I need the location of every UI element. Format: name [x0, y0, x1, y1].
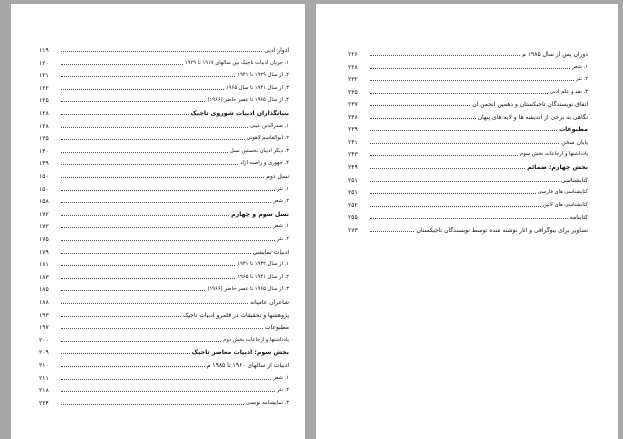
toc-page-number: ۲۳۸ [348, 113, 358, 121]
toc-entry-title: مطبوعات [558, 126, 588, 134]
toc-leader-dots [370, 154, 518, 156]
right-page [316, 4, 618, 439]
toc-page-number: ۱۸۱ [39, 261, 49, 269]
toc-page-number: ۱۱۹ [39, 47, 49, 54]
toc-leader-dots [370, 205, 541, 207]
toc-leader-dots [61, 239, 275, 241]
toc-entry-title: نسل دوم [266, 173, 289, 180]
toc-entry-title: ۲. نثر [576, 76, 588, 83]
toc-entry-title: کتابنامه [569, 214, 588, 222]
toc-leader-dots [61, 327, 263, 329]
toc-page-number: ۱۹۷ [39, 324, 49, 332]
toc-leader-dots [61, 252, 251, 254]
toc-entry [348, 148, 588, 158]
left-toc [11, 4, 305, 439]
toc-entry [39, 69, 289, 79]
toc-entry [39, 82, 289, 92]
toc-entry-title: ۳. نمایشنامه نویسی [245, 399, 289, 406]
toc-entry-title: ۴. جهوری و راضیه آزاد [240, 160, 289, 167]
toc-page-number: ۲۳۹ [348, 126, 358, 134]
toc-leader-dots [61, 226, 271, 228]
toc-page-number: ۱۵۰ [39, 173, 49, 180]
toc-leader-dots [61, 100, 205, 102]
toc-entry-title: ۲. از سال ۱۹۲۹ تا ۱۹۴۱ [237, 72, 289, 79]
toc-entry-title: یادداشتها و ارجاعات بخش دوم [223, 336, 289, 343]
toc-page-number: ۱۲۸ [39, 122, 49, 130]
toc-entry-title: ۲. ابوالقاسم لاهوتی [246, 135, 289, 142]
toc-page-number: ۲۱۰ [39, 362, 49, 369]
toc-page-number: ۱۹۳ [39, 311, 49, 319]
toc-entry [39, 183, 289, 193]
toc-leader-dots [61, 63, 183, 65]
toc-page-number: ۱۷۹ [39, 248, 49, 256]
toc-entry-title: ۲. نثر [277, 387, 289, 394]
toc-leader-dots [370, 230, 414, 232]
toc-entry [348, 174, 588, 184]
toc-entry-title: تصاویر برای بیوگرافی و آثار نوشته شده توسط نویسندگان تاجیکستان [416, 226, 588, 234]
toc-entry [348, 161, 588, 171]
toc-entry [39, 57, 289, 67]
toc-leader-dots [370, 79, 574, 81]
toc-entry-title: اتفاق نویسندگان تاجیکستان و دهمین انجمن آن [472, 101, 588, 109]
toc-entry [348, 86, 588, 96]
toc-page-number: ۱۸۸ [39, 299, 49, 306]
toc-entry-title: ۲. شعر [273, 198, 289, 205]
toc-entry [39, 334, 289, 344]
toc-entry [348, 73, 588, 83]
toc-page-number: ۱۴۰ [39, 147, 49, 155]
toc-leader-dots [61, 138, 245, 140]
toc-leader-dots [370, 180, 559, 182]
toc-leader-dots [61, 201, 271, 203]
toc-entry-title: مطبوعات [264, 324, 289, 332]
toc-entry-title: ۱. شعر [572, 63, 588, 70]
toc-entry-title: یادداشتها و ارجاعات بخش سوم [519, 151, 588, 158]
toc-entry-title: ۲. از سال ۱۹۴۱ تا ۱۹۶۵ [237, 273, 289, 280]
toc-entry-title: ۳. از سال ۱۹۶۵ تا عصر حاضر (۱۹۶۶) [207, 286, 289, 293]
toc-leader-dots [61, 403, 244, 405]
toc-entry [39, 107, 289, 117]
toc-entry-title: بخش چهارم: ضمائم [527, 163, 588, 171]
toc-entry-title: کتابشناسی [560, 176, 588, 184]
toc-entry [39, 397, 289, 407]
toc-leader-dots [61, 352, 190, 354]
toc-page-number: ۱۷۲ [39, 210, 49, 218]
toc-entry-title: کتابشناسی های فارسی [537, 189, 588, 196]
toc-page-number: ۲۰۰ [39, 336, 49, 344]
toc-entry [39, 296, 289, 306]
toc-leader-dots [61, 264, 235, 266]
toc-leader-dots [61, 302, 248, 304]
toc-entry-title: ۱. صدرالدین عینی [249, 122, 289, 129]
toc-page-number: ۱۲۸ [39, 110, 49, 117]
toc-leader-dots [61, 365, 205, 367]
toc-entry-title: دوران پس از سال ۱۹۸۵ م [522, 51, 588, 58]
toc-entry [39, 120, 289, 130]
toc-entry-title: ۴. از سال ۱۹۶۵ تا عصر حاضر (۱۹۶۶) [207, 97, 289, 104]
toc-entry [348, 123, 588, 133]
toc-page-number: ۲۵۱ [348, 189, 358, 197]
toc-page-number: ۲۳۵ [348, 88, 358, 96]
toc-entry-title: کتابشناسی های لاتین [542, 201, 588, 208]
toc-entry [348, 186, 588, 196]
toc-page-number: ۱۷۵ [39, 236, 49, 243]
toc-entry-title: ۳. از سال ۱۹۴۱ تا سال ۱۹۶۵ [225, 84, 289, 91]
toc-page-number: ۱۲۱ [39, 72, 49, 80]
toc-page-number: ۲۲۴ [39, 399, 49, 407]
toc-page-number: ۲۰۹ [39, 349, 49, 357]
toc-entry-title: بخش سوم: ادبیات معاصر تاجیک [191, 349, 289, 357]
toc-page-number: ۲۴۹ [348, 163, 358, 171]
toc-leader-dots [370, 117, 476, 119]
toc-entry [39, 233, 289, 243]
toc-page-number: ۲۳۲ [348, 76, 358, 84]
toc-entry [39, 195, 289, 205]
toc-entry [39, 372, 289, 382]
toc-entry-title: شاعران عامیانه [250, 299, 289, 306]
toc-leader-dots [370, 217, 568, 219]
toc-entry [39, 246, 289, 256]
toc-page-number: ۲۵۵ [348, 214, 358, 222]
toc-page-number: ۲۲۸ [348, 63, 358, 71]
toc-entry-title: پایان سخن [561, 138, 588, 146]
toc-page-number: ۲۵۱ [348, 176, 358, 184]
toc-leader-dots [370, 92, 548, 94]
toc-page-number: ۲۴۳ [348, 151, 358, 159]
toc-entry-title: ۱. جریان ادبیات تاجیک بین سالهای ۱۹۱۷ تا ۱۹۲۹ [184, 59, 289, 66]
toc-entry-title: ۱. نثر [277, 185, 289, 192]
toc-entry-title: بنیانگذاران ادبیات شوروی تاجیک [190, 110, 289, 117]
toc-entry [39, 220, 289, 230]
toc-leader-dots [61, 289, 205, 291]
toc-entry [39, 132, 289, 142]
toc-leader-dots [61, 315, 181, 317]
toc-entry-title: ادبیات از سالهای ۱۹۶۰ تا ۱۹۸۵ م [206, 362, 289, 369]
toc-entry [348, 136, 588, 146]
toc-leader-dots [370, 167, 525, 169]
toc-page-number: ۱۳۵ [39, 135, 49, 143]
toc-leader-dots [61, 126, 248, 128]
toc-entry-title: ۱. شعر [273, 223, 289, 230]
toc-page-number: ۲۱۱ [39, 374, 49, 382]
toc-leader-dots [370, 104, 470, 106]
toc-leader-dots [61, 176, 264, 178]
toc-leader-dots [61, 163, 238, 165]
toc-page-number: ۱۲۵ [39, 97, 49, 105]
toc-leader-dots [61, 88, 224, 90]
toc-leader-dots [61, 390, 275, 392]
toc-leader-dots [370, 192, 536, 194]
toc-leader-dots [61, 277, 235, 279]
toc-page-number: ۱۸۵ [39, 286, 49, 294]
toc-entry [348, 48, 588, 58]
toc-entry [348, 211, 588, 221]
toc-page-number: ۲۷۳ [348, 226, 358, 234]
toc-entry [39, 258, 289, 268]
toc-entry-title: ۳. دیگر ادیبان نخستین نسل [229, 147, 289, 154]
toc-entry [39, 94, 289, 104]
toc-entry [39, 309, 289, 319]
toc-entry-title: ۱. شعر [273, 374, 289, 381]
toc-entry [348, 98, 588, 108]
toc-entry [348, 199, 588, 209]
toc-entry-title: نسل سوم و چهارم [231, 210, 289, 218]
toc-leader-dots [370, 67, 570, 69]
toc-leader-dots [61, 214, 229, 216]
toc-entry [39, 170, 289, 180]
toc-page-number: ۱۵۸ [39, 198, 49, 206]
toc-leader-dots [61, 151, 228, 153]
toc-page-number: ۲۵۲ [348, 201, 358, 209]
toc-leader-dots [61, 75, 235, 77]
toc-entry [39, 321, 289, 331]
toc-page-number: ۱۷۲ [39, 223, 49, 231]
toc-leader-dots [61, 340, 221, 342]
toc-page-number: ۱۲۰ [39, 59, 49, 67]
toc-entry-title: پژوهشها و تحقیقات در قلمرو ادبیات تاجیک [182, 311, 289, 319]
toc-leader-dots [370, 54, 520, 56]
toc-page-number: ۱۲۲ [39, 84, 49, 92]
toc-entry-title: نگاهی به برخی از اندیشه ها و لایه های پنهان [477, 113, 588, 121]
toc-leader-dots [370, 129, 557, 131]
left-page [11, 4, 305, 439]
toc-entry [39, 359, 289, 369]
right-toc [316, 4, 618, 439]
toc-page-number: ۱۵۰ [39, 185, 49, 193]
toc-entry [39, 145, 289, 155]
toc-leader-dots [61, 113, 189, 115]
toc-entry [39, 208, 289, 218]
toc-entry-title: ۳. نقد و علم ادبی [549, 88, 588, 95]
toc-entry [39, 271, 289, 281]
toc-leader-dots [61, 378, 271, 380]
toc-page-number: ۱۸۳ [39, 273, 49, 281]
toc-entry-title: ادوار ادبی [264, 47, 289, 54]
toc-leader-dots [370, 142, 559, 144]
toc-page-number: ۲۳۷ [348, 101, 358, 109]
toc-leader-dots [61, 50, 262, 52]
toc-entry [348, 111, 588, 121]
toc-entry [39, 283, 289, 293]
toc-entry [348, 224, 588, 234]
toc-entry [348, 61, 588, 71]
toc-entry [39, 346, 289, 356]
toc-page-number: ۲۱۸ [39, 387, 49, 395]
toc-entry-title: ۲. نثر [277, 236, 289, 242]
toc-entry [39, 44, 289, 54]
toc-leader-dots [61, 189, 275, 191]
toc-page-number: ۱۴۹ [39, 160, 49, 168]
toc-entry [39, 157, 289, 167]
toc-page-number: ۲۲۶ [348, 51, 358, 58]
toc-page-number: ۲۴۱ [348, 138, 358, 146]
toc-entry-title: ادبیات نمایشی [252, 248, 289, 256]
toc-entry-title: ۱. از سال ۱۹۳۲ تا ۱۹۴۱ [237, 261, 289, 268]
toc-entry [39, 384, 289, 394]
